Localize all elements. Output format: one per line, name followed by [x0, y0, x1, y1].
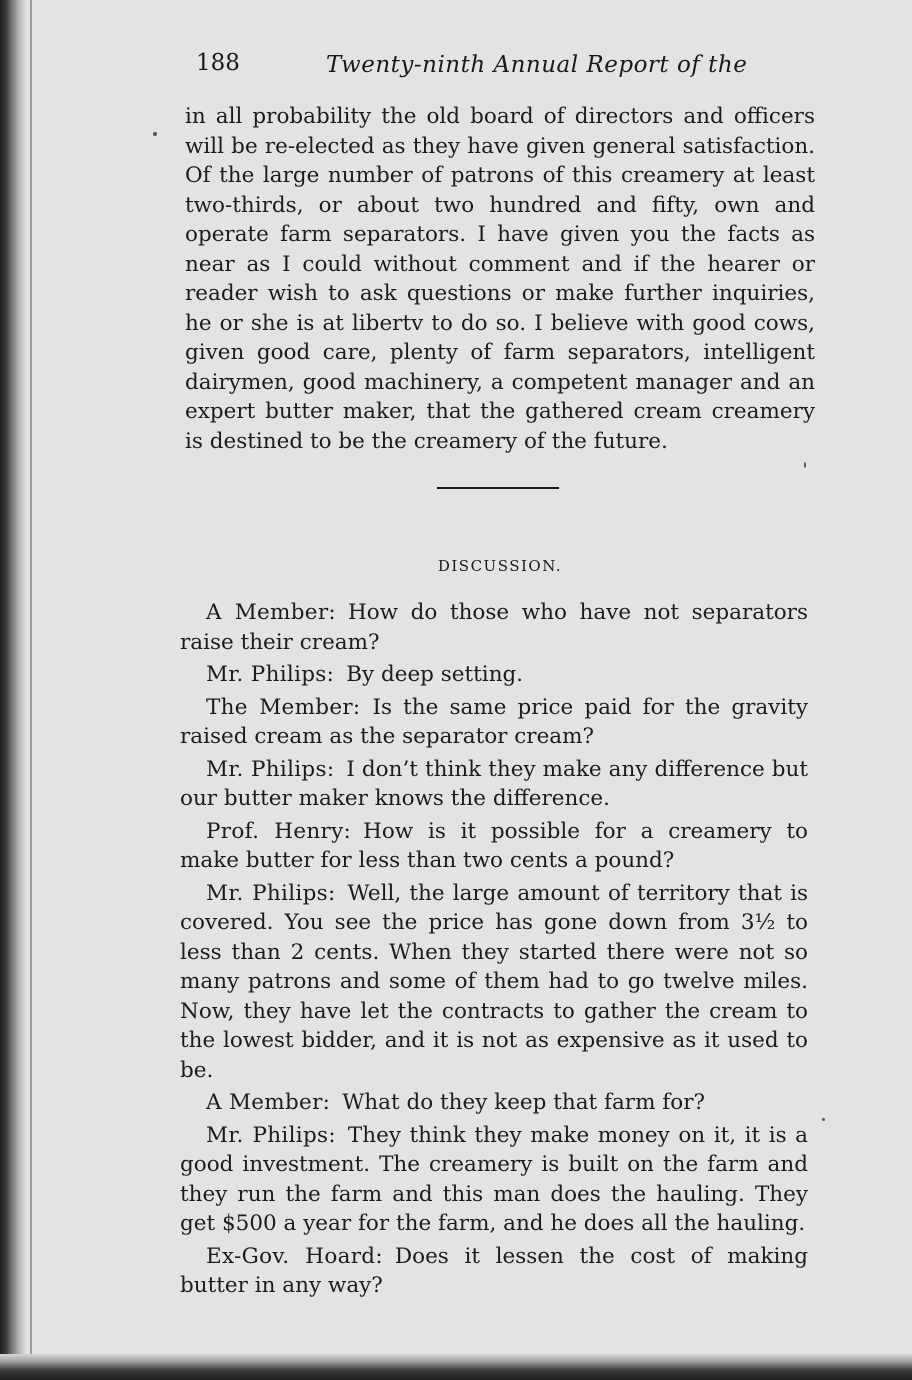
entry-text: Is the same price paid for the gravity raised cream as the separator cream? [180, 694, 808, 749]
entry-text: Does it lessen the cost of making butter in any way? [180, 1243, 808, 1298]
speaker-name: Mr. Philips: [206, 880, 336, 906]
speaker-name: Ex-Gov. Hoard: [206, 1243, 383, 1269]
book-spine-shadow [0, 0, 26, 1380]
discussion-entry [180, 1121, 808, 1239]
speaker-name: Mr. Philips: [206, 662, 335, 687]
entry-text: Well, the large amount of territory that is covered. You see the price has gone down from 3½ to less than 2 cents. When they started there were not so many patrons and some of them had to go twelve miles. Now, they have let the contracts to gather the cream to the lowest bidder, and it is not as expensive as it used to be. [180, 880, 808, 1083]
entry-text: How is it possible for a creamery to make butter for less than two cents a pound? [180, 818, 808, 873]
speaker-name: Prof. Henry: [206, 818, 352, 844]
speaker-name: Mr. Philips: [206, 1122, 336, 1148]
body-paragraph: in all probability the old board of directors and officers will be re-elected as they have given general satisfaction. Of the large number of patrons of this creamery at least two-thirds, or about two hundred and fifty, own and operate farm separators. I have given you the facts as near as I could without comment and if the hearer or reader wish to ask questions or make further inquiries, he or she is at libertv to do so. I believe with good cows, given good care, plenty of farm separators, intelligent dairymen, good machinery, a competent manager and an expert butter maker, that the gathered cream creamery is destined to be the creamery of the future. [185, 104, 815, 454]
running-head: Twenty-ninth Annual Report of the [326, 52, 748, 78]
discussion-entry [180, 660, 808, 690]
spine-edge-line [30, 0, 32, 1380]
speaker-name: The Member: [206, 694, 361, 720]
discussion-list [180, 598, 808, 1304]
discussion-entry [180, 755, 808, 814]
speaker-name: A Member: [206, 1090, 331, 1115]
section-divider-rule [437, 487, 559, 489]
entry-text: What do they keep that farm for? [342, 1090, 706, 1115]
discussion-entry [180, 817, 808, 876]
discussion-entry [180, 598, 808, 657]
discussion-entry [180, 693, 808, 752]
speaker-name: A Member: [206, 600, 336, 625]
scan-speck [153, 132, 157, 136]
discussion-entry [180, 1242, 808, 1301]
discussion-entry [180, 879, 808, 1086]
entry-text: They think they make money on it, it is a good investment. The creamery is built on the farm and they run the farm and this man does the hauling. They get $500 a year for the farm, and he does all the hauling. [180, 1122, 808, 1236]
scan-speck [804, 462, 806, 468]
speaker-name: Mr. Philips: [206, 756, 335, 782]
entry-text: By deep setting. [346, 662, 524, 687]
entry-text: How do those who have not separators raise their cream? [180, 600, 808, 655]
section-title: DISCUSSION. [437, 557, 563, 575]
page-number: 188 [196, 50, 240, 76]
page-bottom-edge [0, 1354, 912, 1380]
entry-text: I don’t think they make any difference but our butter maker knows the difference. [180, 756, 808, 811]
discussion-entry [180, 1088, 808, 1118]
page-header [196, 48, 756, 88]
scan-speck [822, 1118, 825, 1121]
